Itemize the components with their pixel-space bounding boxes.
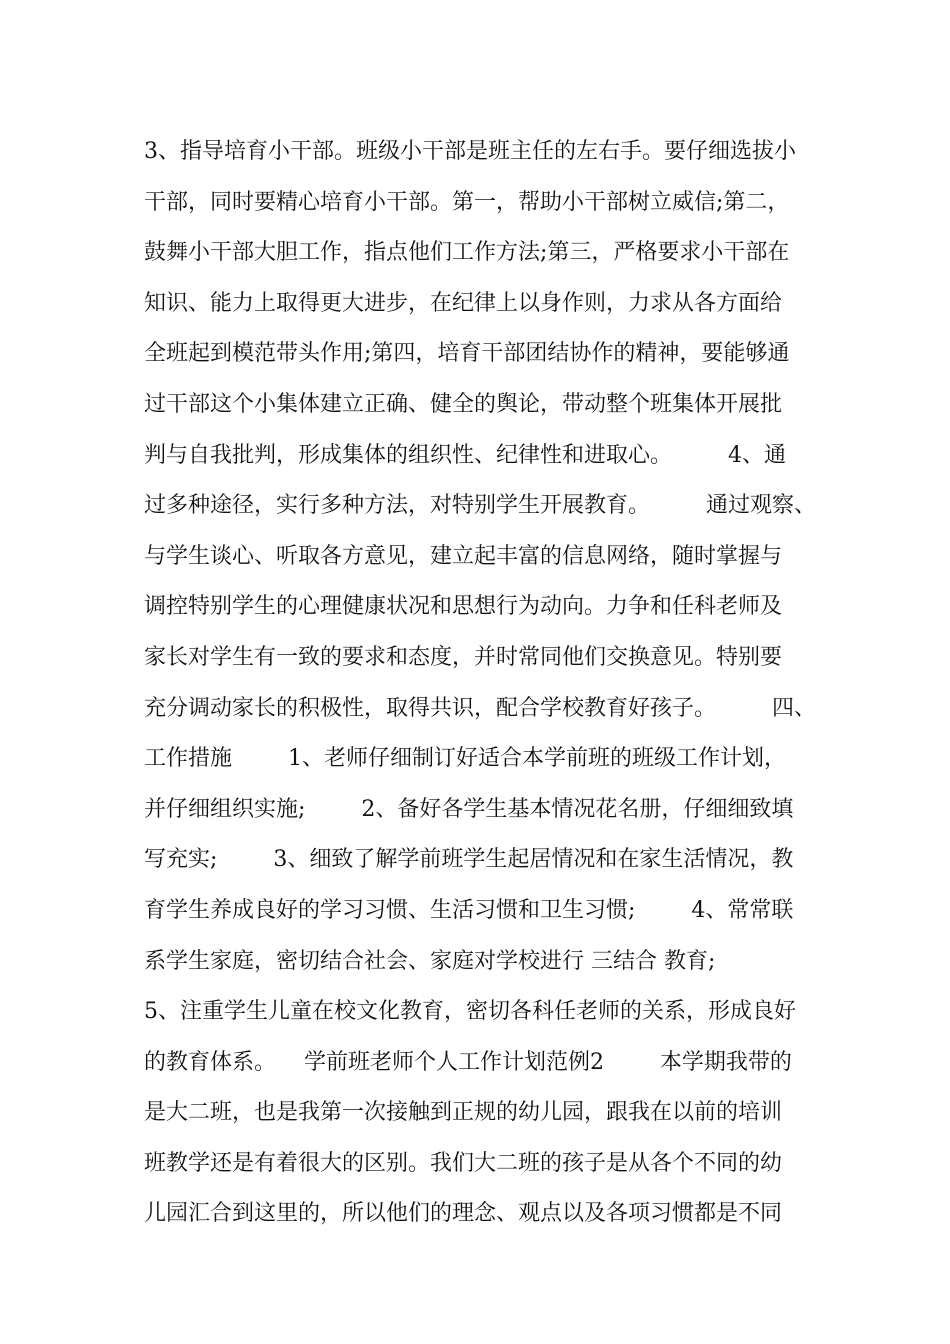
text-line: 知识、能力上取得更大进步，在纪律上以身作则，力求从各方面给: [144, 290, 783, 316]
text-line: 班教学还是有着很大的区别。我们大二班的孩子是从各个不同的幼: [144, 1150, 783, 1176]
text-line: 3、指导培育小干部。班级小干部是班主任的左右手。要仔细选拔小: [144, 139, 796, 164]
text-line: 并仔细组织实施; 2、备好各学生基本情况花名册，仔细细致填: [144, 796, 794, 822]
text-line: 5、注重学生儿童在校文化教育，密切各科任老师的关系，形成良好: [144, 999, 796, 1025]
text-line: 是大二班，也是我第一次接触到正规的幼儿园，跟我在以前的培训: [144, 1100, 783, 1126]
text-line: 调控特别学生的心理健康状况和思想行为动向。力争和任科老师及: [144, 594, 783, 620]
text-line: 与学生谈心、听取各方意见，建立起丰富的信息网络，随时掌握与: [144, 543, 783, 569]
text-line: 过多种途径，实行多种方法，对特别学生开展教育。 通过观察、: [144, 493, 816, 519]
text-line: 过干部这个小集体建立正确、健全的舆论，带动整个班集体开展批: [144, 391, 783, 417]
text-line: 工作措施 1、老师仔细制订好适合本学前班的班级工作计划，: [144, 746, 786, 772]
text-line: 系学生家庭，密切结合社会、家庭对学校进行 三结合 教育;: [144, 948, 716, 974]
text-line: 鼓舞小干部大胆工作，指点他们工作方法;第三，严格要求小干部在: [144, 240, 790, 266]
text-line: 充分调动家长的积极性，取得共识，配合学校教育好孩子。 四、: [144, 695, 816, 721]
text-line: 判与自我批判，形成集体的组织性、纪律性和进取心。 4、通: [144, 442, 786, 468]
text-line: 育学生养成良好的学习习惯、生活习惯和卫生习惯; 4、常常联: [144, 897, 794, 923]
text-line: 儿园汇合到这里的，所以他们的理念、观点以及各项习惯都是不同: [144, 1201, 783, 1227]
text-line: 全班起到模范带头作用;第四，培育干部团结协作的精神，要能够通: [144, 341, 790, 367]
text-line: 的教育体系。 学前班老师个人工作计划范例2 本学期我带的: [144, 1049, 792, 1075]
text-line: 家长对学生有一致的要求和态度，并时常同他们交换意见。特别要: [144, 644, 783, 670]
body-text: [144, 127, 834, 1240]
text-line: 干部，同时要精心培育小干部。第一，帮助小干部树立威信;第二，: [144, 189, 790, 215]
text-line: 写充实; 3、细致了解学前班学生起居情况和在家生活情况，教: [144, 847, 794, 873]
